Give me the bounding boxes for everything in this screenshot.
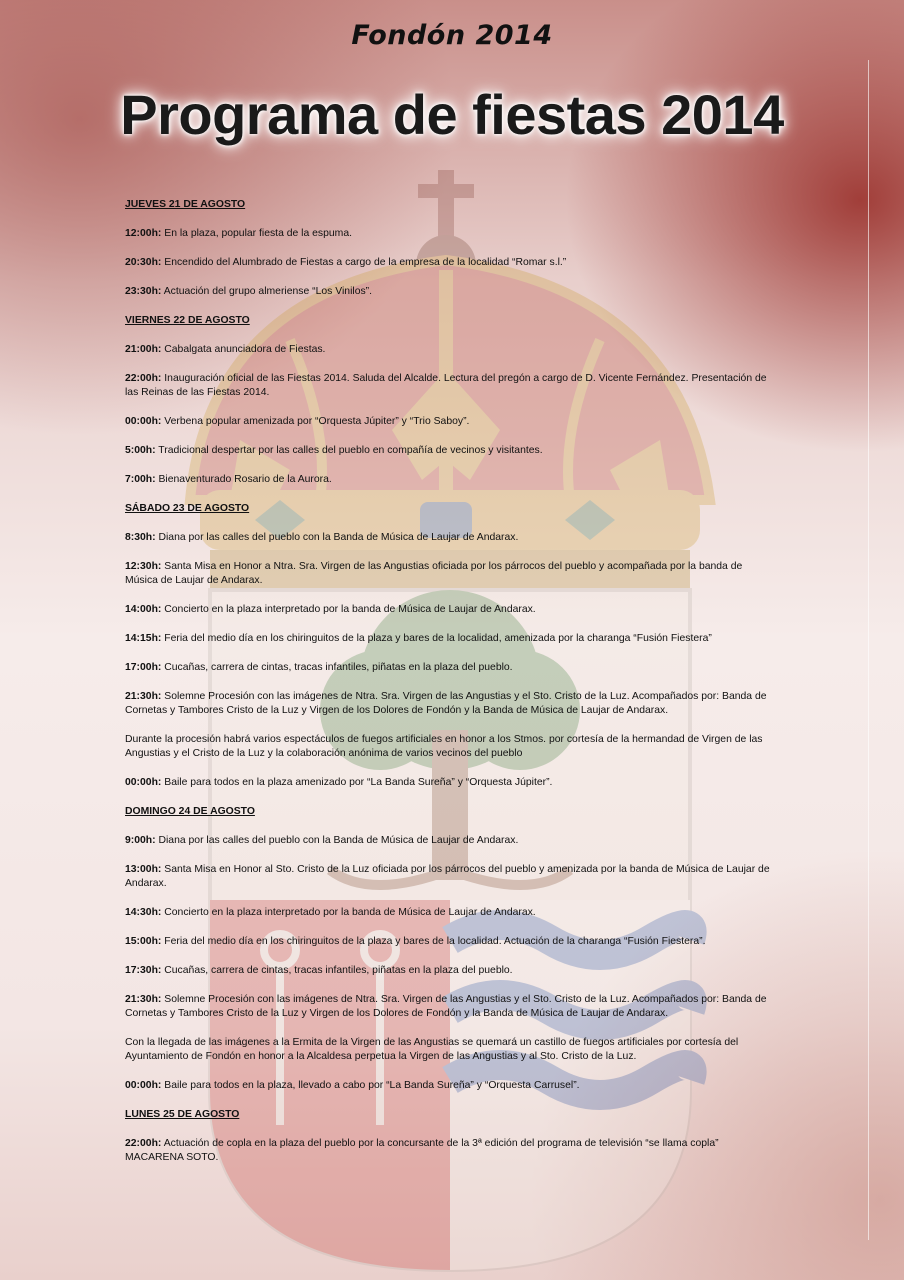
event-item xyxy=(125,993,775,1021)
event-item xyxy=(125,473,775,487)
event-time: 21:30h: xyxy=(125,691,162,702)
event-description: Actuación de copla en la plaza del pueblo por la concursante de la 3ª edición del programa de televisión “se llama copla” MACARENA SOTO. xyxy=(125,1138,719,1163)
event-description: Feria del medio día en los chiringuitos de la plaza y bares de la localidad, amenizada por la charanga “Fusión Fiestera” xyxy=(161,633,712,644)
event-description: Durante la procesión habrá varios espectáculos de fuegos artificiales en honor a los Stmos. por cortesía de la hermandad de Virgen de las Angustias y el Cristo de la Luz y la colaboración anónima de varios vecinos del pueblo xyxy=(125,734,763,759)
frame-edge xyxy=(868,60,869,1240)
event-time: 14:30h: xyxy=(125,907,162,918)
day-heading: VIERNES 22 DE AGOSTO xyxy=(125,315,250,326)
day-heading: JUEVES 21 DE AGOSTO xyxy=(125,199,246,210)
event-description: Diana por las calles del pueblo con la Banda de Música de Laujar de Andarax. xyxy=(155,532,519,543)
event-item xyxy=(125,531,775,545)
event-description: Cucañas, carrera de cintas, tracas infantiles, piñatas en la plaza del pueblo. xyxy=(161,965,513,976)
event-item xyxy=(125,343,775,357)
event-item xyxy=(125,372,775,400)
event-item xyxy=(125,935,775,949)
event-item xyxy=(125,776,775,790)
event-item xyxy=(125,632,775,646)
event-item xyxy=(125,1079,775,1093)
event-description: Verbena popular amenizada por “Orquesta Júpiter” y “Trio Saboy”. xyxy=(161,416,470,427)
event-time: 9:00h: xyxy=(125,835,156,846)
day-heading: SÁBADO 23 DE AGOSTO xyxy=(125,503,250,514)
event-description: En la plaza, popular fiesta de la espuma. xyxy=(161,228,353,239)
header-subtitle: Fondón 2014 xyxy=(351,20,553,51)
event-item xyxy=(125,906,775,920)
event-time: 17:00h: xyxy=(125,662,162,673)
event-description: Bienaventurado Rosario de la Aurora. xyxy=(155,474,332,485)
event-description: Santa Misa en Honor al Sto. Cristo de la Luz oficiada por los párrocos del pueblo y amenizada por la banda de Música de Laujar de Andarax. xyxy=(125,864,770,889)
event-time: 13:00h: xyxy=(125,864,162,875)
event-time: 14:00h: xyxy=(125,604,162,615)
event-time: 14:15h: xyxy=(125,633,162,644)
event-item xyxy=(125,227,775,241)
event-description: Solemne Procesión con las imágenes de Ntra. Sra. Virgen de las Angustias y el Sto. Cristo de la Luz. Acompañados por: Banda de Cornetas y Tambores Cristo de la Luz y Virgen de los Dolores de Fondón y la Banda de Música de Laujar de Andarax. xyxy=(125,994,767,1019)
event-description: Encendido del Alumbrado de Fiestas a cargo de la empresa de la localidad “Romar s.l.” xyxy=(161,257,567,268)
day-heading: LUNES 25 DE AGOSTO xyxy=(125,1109,240,1120)
event-time: 22:00h: xyxy=(125,1138,162,1149)
event-item xyxy=(125,603,775,617)
event-description: Cucañas, carrera de cintas, tracas infantiles, piñatas en la plaza del pueblo. xyxy=(161,662,513,673)
event-item xyxy=(125,256,775,270)
event-item xyxy=(125,964,775,978)
event-item xyxy=(125,690,775,718)
event-item xyxy=(125,415,775,429)
event-description: Concierto en la plaza interpretado por la banda de Música de Laujar de Andarax. xyxy=(161,604,536,615)
event-description: Inauguración oficial de las Fiestas 2014. Saluda del Alcalde. Lectura del pregón a cargo de D. Vicente Fernández. Presentación de las Reinas de las Fiestas 2014. xyxy=(125,373,767,398)
event-time: 21:30h: xyxy=(125,994,162,1005)
program-list xyxy=(125,198,775,1180)
event-item xyxy=(125,560,775,588)
event-description: Actuación del grupo almeriense “Los Vinilos”. xyxy=(161,286,373,297)
event-time: 21:00h: xyxy=(125,344,162,355)
event-item xyxy=(125,661,775,675)
event-time: 12:00h: xyxy=(125,228,162,239)
event-time: 8:30h: xyxy=(125,532,156,543)
event-item xyxy=(125,444,775,458)
day-heading: DOMINGO 24 DE AGOSTO xyxy=(125,806,255,817)
event-time: 00:00h: xyxy=(125,777,162,788)
event-time: 00:00h: xyxy=(125,416,162,427)
event-description: Baile para todos en la plaza amenizado por “La Banda Sureña” y “Orquesta Júpiter”. xyxy=(161,777,553,788)
event-time: 7:00h: xyxy=(125,474,156,485)
event-time: 15:00h: xyxy=(125,936,162,947)
event-item xyxy=(125,863,775,891)
event-description: Cabalgata anunciadora de Fiestas. xyxy=(161,344,326,355)
event-item xyxy=(125,1036,775,1064)
event-description: Baile para todos en la plaza, llevado a cabo por “La Banda Sureña” y “Orquesta Carrusel”. xyxy=(161,1080,580,1091)
event-time: 23:30h: xyxy=(125,286,162,297)
event-description: Concierto en la plaza interpretado por la banda de Música de Laujar de Andarax. xyxy=(161,907,536,918)
event-item xyxy=(125,733,775,761)
event-description: Santa Misa en Honor a Ntra. Sra. Virgen de las Angustias oficiada por los párrocos del pueblo y acompañada por la banda de Música de Laujar de Andarax. xyxy=(125,561,743,586)
event-item xyxy=(125,834,775,848)
event-item xyxy=(125,285,775,299)
event-time: 00:00h: xyxy=(125,1080,162,1091)
event-description: Solemne Procesión con las imágenes de Ntra. Sra. Virgen de las Angustias y el Sto. Cristo de la Luz. Acompañados por: Banda de Cornetas y Tambores Cristo de la Luz y Virgen de los Dolores de Fondón y la Banda de Música de Laujar de Andarax. xyxy=(125,691,767,716)
event-time: 5:00h: xyxy=(125,445,156,456)
event-time: 17:30h: xyxy=(125,965,162,976)
event-time: 20:30h: xyxy=(125,257,162,268)
event-item xyxy=(125,1137,775,1165)
page-title: Programa de fiestas 2014 xyxy=(120,83,784,146)
event-time: 12:30h: xyxy=(125,561,162,572)
event-description: Con la llegada de las imágenes a la Ermita de la Virgen de las Angustias se quemará un castillo de fuegos artificiales por cortesía del Ayuntamiento de Fondón en honor a la Alcaldesa perpetua la Virgen de las Angustias y al Sto. Cristo de la Luz. xyxy=(125,1037,739,1062)
event-description: Feria del medio día en los chiringuitos de la plaza y bares de la localidad. Actuación de la charanga “Fusión Fiestera”. xyxy=(161,936,706,947)
event-time: 22:00h: xyxy=(125,373,162,384)
event-description: Diana por las calles del pueblo con la Banda de Música de Laujar de Andarax. xyxy=(155,835,519,846)
event-description: Tradicional despertar por las calles del pueblo en compañía de vecinos y visitantes. xyxy=(155,445,543,456)
